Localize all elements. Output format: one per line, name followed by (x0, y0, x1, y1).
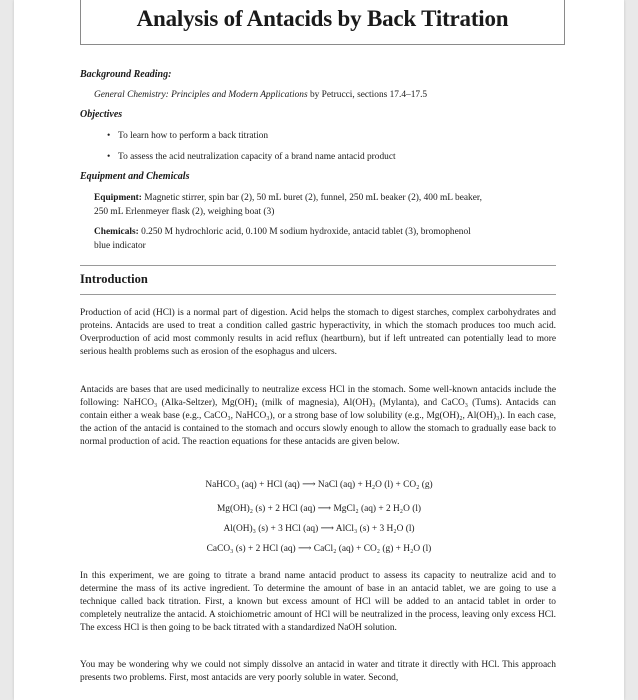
equation-sodium-bicarbonate: NaHCO₃ (aq) + HCl (aq) ⟶ NaCl (aq) + H₂O (l) + CO₂ (g) (205, 480, 433, 490)
equation-magnesium-hydroxide: Mg(OH)₂ (s) + 2 HCl (aq) ⟶ MgCl₂ (aq) + 2 H₂O (l) (216, 504, 422, 514)
intro-paragraph-3: In this experiment, we are going to titrate a brand name antacid product to assess its capacity to neutralize acid and to determine the mass of its active ingredient. To determine the amount of base in an antacid tablet, we are going to use a technique called back titration. First, a known but excess amount of HCl will be added to an antacid tablet in order to completely neutralize the antacid. A stoichiometric amount of HCl will be neutralized in the process, leaving only excess HCl. The excess HCl is then going to be back titrated with a standardized NaOH solution. (80, 571, 556, 634)
intro-top-rule (80, 265, 556, 266)
intro-paragraph-4: You may be wondering why we could not simply dissolve an antacid in water and titrate it directly with HCl. This approach presents two problems. First, most antacids are very poorly soluble in water. Second, (80, 660, 556, 684)
equipment-heading: Equipment and Chemicals (80, 171, 190, 182)
intro-paragraph-1: Production of acid (HCl) is a normal part of digestion. Acid helps the stomach to digest starches, complex carbohydrates and proteins. Antacids are used to treat a condition called gastric hyperactivity, in which the stomach produces too much acid. Overproduction of acid most commonly results in acid reflux (heartburn), but if left untreated can potentially lead to more serious health problems such as erosion of the esophagus and ulcers. (80, 308, 556, 358)
introduction-heading: Introduction (80, 272, 148, 286)
equation-calcium-carbonate: CaCO₃ (s) + 2 HCl (aq) ⟶ CaCl₂ (aq) + CO₂ (g) + H₂O (l) (206, 544, 432, 554)
chemicals-line-1 (94, 226, 471, 238)
book-title: General Chemistry: Principles and Modern Applications (94, 90, 308, 100)
objective-item-2: • To assess the acid neutralization capacity of a brand name antacid product (118, 151, 396, 163)
document-page (14, 0, 624, 700)
objective-item-1: • To learn how to perform a back titration (118, 130, 268, 142)
equipment-line-1 (94, 192, 482, 204)
objectives-heading: Objectives (80, 109, 123, 120)
chemicals-list-1: 0.250 M hydrochloric acid, 0.100 M sodium hydroxide, antacid tablet (3), bromophenol (138, 227, 471, 237)
background-heading: Background Reading: (80, 69, 172, 80)
intro-paragraph-2: Antacids are bases that are used medicinally to neutralize excess HCl in the stomach. Some well-known antacids include the following: NaHCO₃ (Alka-Seltzer), Mg(OH)₂ (milk of magnesia), Al(OH)₃ (Mylanta), and CaCO₃ (Tums). Antacids can contain either a weak base (e.g., CaCO₃, NaHCO₃), or a strong base of low solubility (e.g., Mg(OH)₂, Al(OH)₃). In each case, the action of the antacid is contained to the stomach and occurs slowly enough to allow the stomach to gradually ease back to normal production of acid. The reaction equations for these antacids are given below. (80, 385, 556, 448)
equation-aluminum-hydroxide: Al(OH)₃ (s) + 3 HCl (aq) ⟶ AlCl₃ (s) + 3 H₂O (l) (223, 524, 415, 534)
equipment-line-2: 250 mL Erlenmeyer flask (2), weighing boat (3) (94, 207, 275, 217)
equipment-label: Equipment: (94, 193, 142, 203)
title-box (80, 0, 565, 45)
chemicals-line-2: blue indicator (94, 241, 146, 251)
equipment-list-1: Magnetic stirrer, spin bar (2), 50 mL buret (2), funnel, 250 mL beaker (2), 400 mL beaker, (141, 193, 482, 203)
intro-bottom-rule (80, 294, 556, 295)
page-title: Analysis of Antacids by Back Titration (136, 6, 509, 31)
background-reference (94, 89, 427, 101)
book-sections: by Petrucci, sections 17.4–17.5 (307, 90, 428, 100)
chemicals-label: Chemicals: (94, 227, 139, 237)
